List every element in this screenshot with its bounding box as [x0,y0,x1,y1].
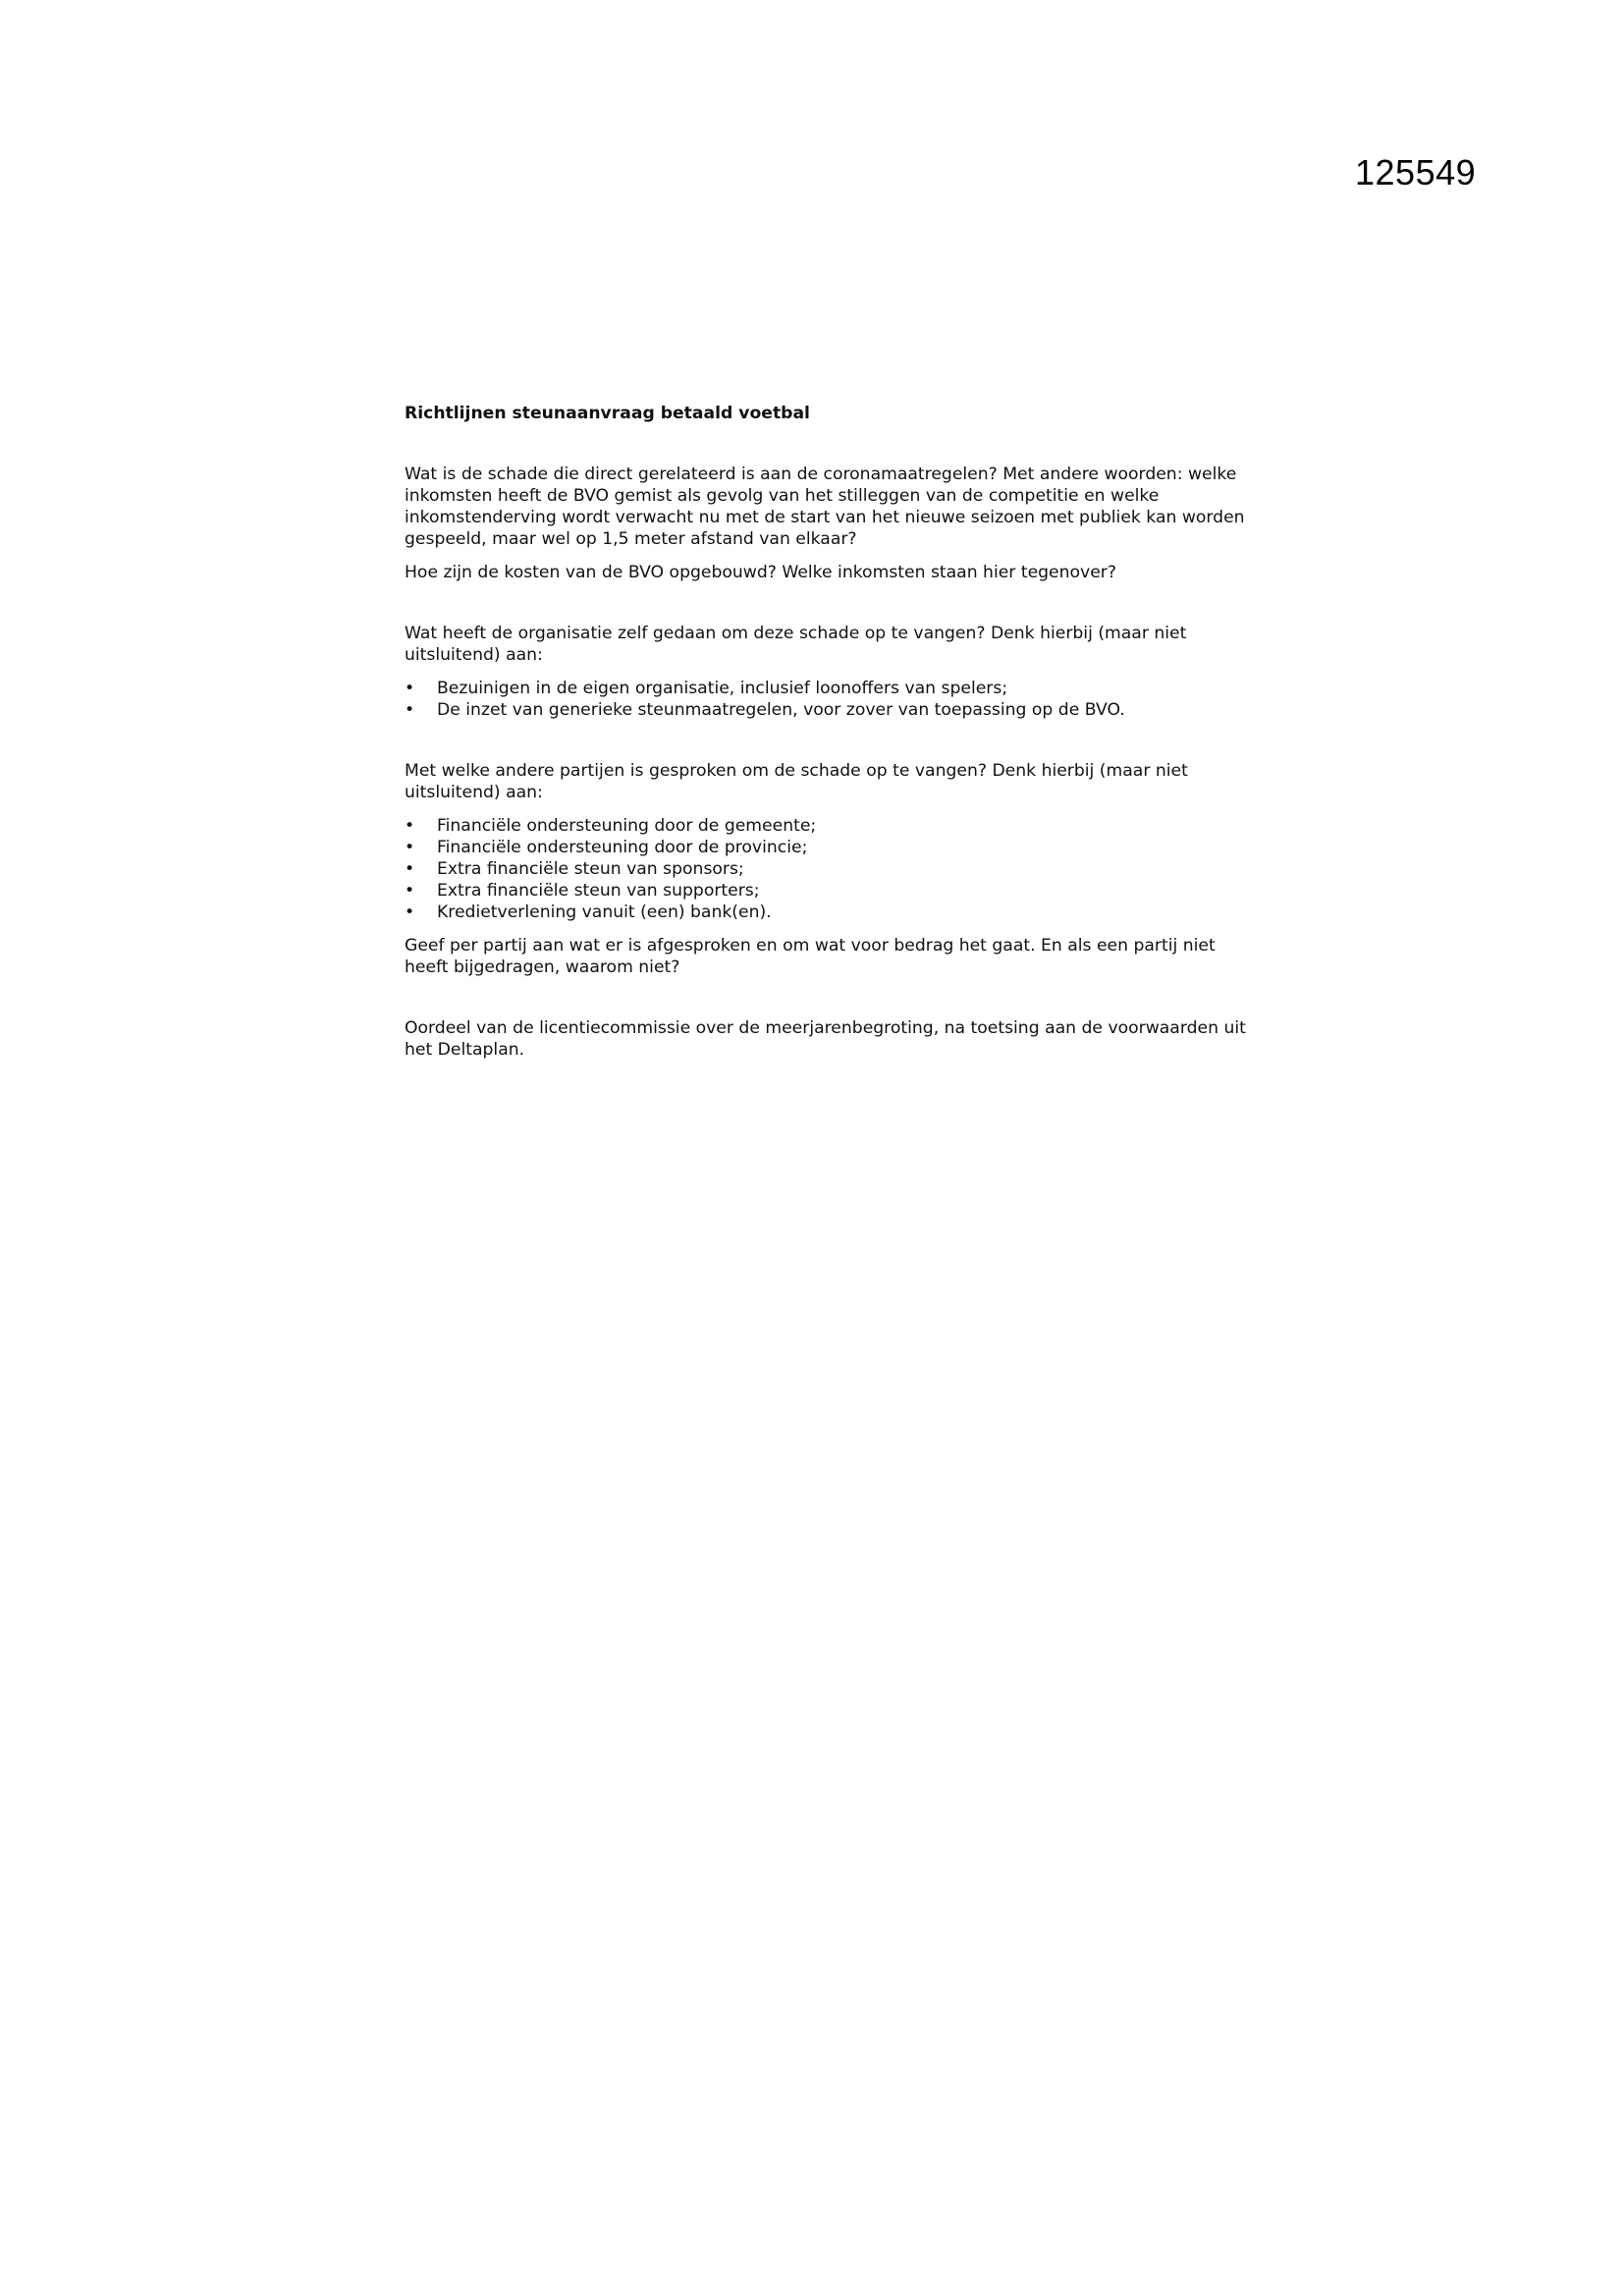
page-number: 125549 [1355,152,1477,192]
paragraph-own-measures: Wat heeft de organisatie zelf gedaan om deze schade op te vangen? Denk hierbij (maar niet uitsluitend) aan: [405,624,1187,665]
list-item: • Financiële ondersteuning door de gemeente; [405,815,1249,837]
list-item: • Bezuinigen in de eigen organisatie, inclusief loonoffers van spelers; [405,678,1249,699]
paragraph-other-parties: Met welke andere partijen is gesproken om de schade op te vangen? Denk hierbij (maar niet uitsluitend) aan: [405,761,1188,802]
paragraph-costs: Hoe zijn de kosten van de BVO opgebouwd? Welke inkomsten staan hier tegenover? [405,563,1116,582]
list-item: • De inzet van generieke steunmaatregelen, voor zover van toepassing op de BVO. [405,699,1249,721]
list-item: • Extra financiële steun van sponsors; [405,858,1249,880]
paragraph-agreements: Geef per partij aan wat er is afgesproken en om wat voor bedrag het gaat. En als een partij niet heeft bijgedragen, waarom niet? [405,936,1216,977]
list-item: • Extra financiële steun van supporters; [405,880,1249,902]
list-item: • Kredietverlening vanuit (een) bank(en). [405,902,1249,923]
paragraph-license-committee: Oordeel van de licentiecommissie over de meerjarenbegroting, na toetsing aan de voorwaarden uit het Deltaplan. [405,1018,1246,1060]
document-title: Richtlijnen steunaanvraag betaald voetbal [405,404,810,423]
other-parties-list [405,815,1249,923]
document-body [405,403,1249,1061]
paragraph-damage: Wat is de schade die direct gerelateerd is aan de coronamaatregelen? Met andere woorden: welke inkomsten heeft de BVO gemist als gevolg van het stilleggen van de competitie en welke inkomstenderving wordt verwacht nu met de start van het nieuwe seizoen met publiek kan worden gespeeld, maar wel op 1,5 meter afstand van elkaar? [405,465,1245,549]
list-item: • Financiële ondersteuning door de provincie; [405,837,1249,858]
own-measures-list [405,678,1249,721]
